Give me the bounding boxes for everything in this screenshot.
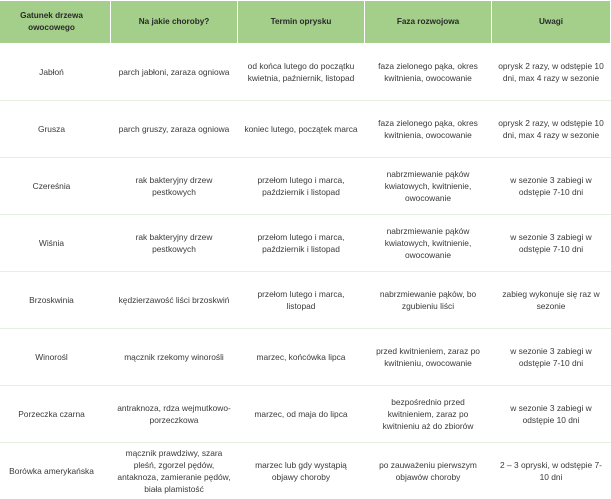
table-row xyxy=(0,329,611,386)
cell-diseases: rak bakteryjny drzew pestkowych xyxy=(111,215,238,272)
cell-diseases: parch gruszy, zaraza ogniowa xyxy=(111,101,238,158)
cell-stage: bezpośrednio przed kwitnieniem, zaraz po kwitnieniu aż do zbiorów xyxy=(365,386,492,443)
table-row xyxy=(0,101,611,158)
cell-notes: w sezonie 3 zabiegi w odstępie 7-10 dni xyxy=(492,215,611,272)
cell-timing: marzec, od maja do lipca xyxy=(238,386,365,443)
cell-diseases: mącznik rzekomy winorośli xyxy=(111,329,238,386)
cell-stage: po zauważeniu pierwszym objawów choroby xyxy=(365,443,492,499)
cell-stage: nabrzmiewanie pąków, bo zgubieniu liści xyxy=(365,272,492,329)
table-row xyxy=(0,158,611,215)
table-row xyxy=(0,443,611,499)
header-tree-species: Gatunek drzewa owocowego xyxy=(0,1,111,44)
cell-species: Wiśnia xyxy=(0,215,111,272)
table-row xyxy=(0,386,611,443)
cell-species: Grusza xyxy=(0,101,111,158)
header-diseases: Na jakie choroby? xyxy=(111,1,238,44)
cell-notes: w sezonie 3 zabiegi w odstępie 7-10 dni xyxy=(492,329,611,386)
cell-species: Porzeczka czarna xyxy=(0,386,111,443)
cell-stage: faza zielonego pąka, okres kwitnienia, owocowanie xyxy=(365,101,492,158)
cell-notes: oprysk 2 razy, w odstępie 10 dni, max 4 razy w sezonie xyxy=(492,101,611,158)
cell-stage: faza zielonego pąka, okres kwitnienia, owocowanie xyxy=(365,44,492,101)
cell-timing: przełom lutego i marca, październik i listopad xyxy=(238,215,365,272)
table-row xyxy=(0,44,611,101)
cell-species: Winorośl xyxy=(0,329,111,386)
cell-species: Borówka amerykańska xyxy=(0,443,111,499)
cell-species: Czereśnia xyxy=(0,158,111,215)
cell-notes: oprysk 2 razy, w odstępie 10 dni, max 4 razy w sezonie xyxy=(492,44,611,101)
cell-diseases: kędzierzawość liści brzoskwiń xyxy=(111,272,238,329)
cell-timing: marzec lub gdy wystąpią objawy choroby xyxy=(238,443,365,499)
cell-stage: przed kwitnieniem, zaraz po kwitnieniu, owocowanie xyxy=(365,329,492,386)
cell-timing: marzec, końcówka lipca xyxy=(238,329,365,386)
cell-species: Brzoskwinia xyxy=(0,272,111,329)
table-row xyxy=(0,272,611,329)
cell-timing: od końca lutego do początku kwietnia, paźniernik, listopad xyxy=(238,44,365,101)
cell-stage: nabrzmiewanie pąków kwiatowych, kwitnienie, owocowanie xyxy=(365,215,492,272)
cell-notes: w sezonie 3 zabiegi w odstępie 7-10 dni xyxy=(492,158,611,215)
cell-diseases: rak bakteryjny drzew pestkowych xyxy=(111,158,238,215)
cell-notes: w sezonie 3 zabiegi w odstępie 10 dni xyxy=(492,386,611,443)
cell-timing: koniec lutego, początek marca xyxy=(238,101,365,158)
cell-diseases: antraknoza, rdza wejmutkowo-porzeczkowa xyxy=(111,386,238,443)
header-notes: Uwagi xyxy=(492,1,611,44)
header-spray-timing: Termin oprysku xyxy=(238,1,365,44)
table-header-row xyxy=(0,1,611,44)
cell-diseases: mącznik prawdziwy, szara pleśń, zgorzel pędów, antaknoza, zamieranie pędów, biała plamistość xyxy=(111,443,238,499)
cell-species: Jabłoń xyxy=(0,44,111,101)
cell-diseases: parch jabłoni, zaraza ogniowa xyxy=(111,44,238,101)
cell-timing: przełom lutego i marca, październik i listopad xyxy=(238,158,365,215)
cell-notes: 2 – 3 opryski, w odstępie 7-10 dni xyxy=(492,443,611,499)
header-growth-stage: Faza rozwojowa xyxy=(365,1,492,44)
table-row xyxy=(0,215,611,272)
cell-timing: przełom lutego i marca, listopad xyxy=(238,272,365,329)
cell-stage: nabrzmiewanie pąków kwiatowych, kwitnienie, owocowanie xyxy=(365,158,492,215)
cell-notes: zabieg wykonuje się raz w sezonie xyxy=(492,272,611,329)
